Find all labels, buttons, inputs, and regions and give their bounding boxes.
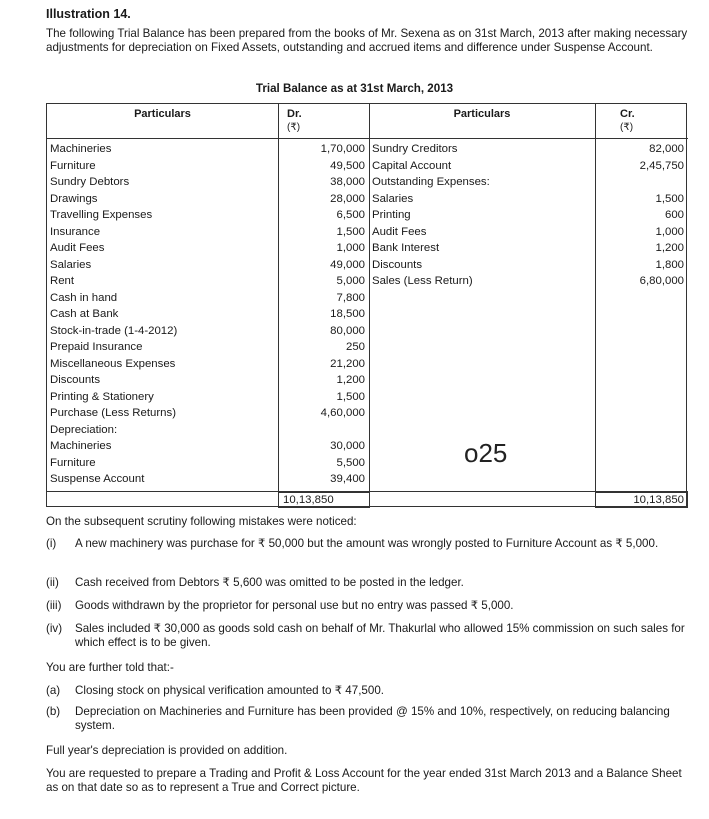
- debit-amount: 1,500: [336, 225, 365, 238]
- debit-amount: 1,500: [336, 390, 365, 403]
- debit-amount: 30,000: [330, 440, 365, 452]
- depreciation-note: Full year's depreciation is provided on addition.: [46, 744, 288, 757]
- credit-amount: 6,80,000: [639, 275, 684, 287]
- header-dr-unit: (₹): [287, 122, 301, 133]
- debit-particular: Cash in hand: [50, 291, 118, 304]
- credit-particular: Discounts: [372, 258, 423, 271]
- watermark-text: o25: [464, 438, 508, 468]
- further-number: (b): [46, 705, 61, 718]
- debit-particular: Printing & Stationery: [50, 390, 154, 403]
- request-paragraph: You are requested to prepare a Trading and Profit & Loss Account for the year ended 31st March 2013 and a Balance Sheet as on that date so as to represent a True and Correct picture.: [46, 767, 682, 794]
- debit-particular: Machineries: [50, 440, 112, 452]
- credit-particular: Printing: [372, 209, 411, 221]
- debit-particular: Machineries: [50, 143, 112, 155]
- illustration-heading: Illustration 14.: [46, 7, 131, 21]
- header-dr: Dr.: [287, 108, 302, 120]
- credit-amount: 600: [664, 209, 684, 221]
- credit-amount: 1,800: [655, 258, 684, 271]
- debit-particular: Prepaid Insurance: [50, 341, 143, 353]
- credit-particular: Salaries: [372, 192, 414, 205]
- debit-particular: Miscellaneous Expenses: [50, 357, 176, 370]
- mistake-number: (iv): [46, 622, 63, 635]
- credit-particular: Capital Account: [372, 159, 452, 172]
- trial-balance-table: [46, 103, 687, 507]
- header-cr: Cr.: [620, 108, 635, 120]
- debit-particular: Cash at Bank: [50, 308, 119, 320]
- debit-amount: 80,000: [330, 324, 365, 337]
- debit-amount: 7,800: [336, 291, 365, 304]
- debit-particular: Furniture: [50, 159, 96, 172]
- mistake-number: (ii): [46, 576, 59, 589]
- debit-particular: Audit Fees: [50, 242, 105, 254]
- debit-particular: Sundry Debtors: [50, 176, 130, 188]
- mistake-text: Goods withdrawn by the proprietor for personal use but no entry was passed ₹ 5,000.: [75, 599, 514, 612]
- further-text: Depreciation on Machineries and Furniture has been provided @ 15% and 10%, respectively, on reducing balancing system.: [75, 705, 670, 732]
- debit-particular: Discounts: [50, 374, 101, 386]
- divider-cr-particulars: [369, 104, 370, 508]
- header-cr-unit: (₹): [620, 122, 634, 133]
- mistake-number: (iii): [46, 599, 62, 612]
- credit-amount: 1,000: [655, 225, 684, 238]
- debit-amount: 49,000: [330, 258, 365, 271]
- credit-particular: Sundry Creditors: [372, 143, 458, 155]
- credit-particular: Sales (Less Return): [372, 275, 473, 287]
- credit-amount: 1,500: [655, 192, 684, 205]
- debit-particular: Travelling Expenses: [50, 209, 153, 221]
- debit-particular: Suspense Account: [50, 473, 145, 485]
- mistake-number: (i): [46, 537, 57, 550]
- debit-particular: Insurance: [50, 225, 101, 238]
- intro-paragraph: The following Trial Balance has been prepared from the books of Mr. Sexena as on 31st March, 2013 after making necessary adjustments for depreciation on Fixed Assets, outstanding and accrued items and difference under Suspense Account.: [46, 27, 688, 54]
- debit-amount: 5,500: [336, 456, 365, 469]
- header-dr-particulars: Particulars: [134, 108, 191, 120]
- debit-amount: 49,500: [330, 159, 365, 172]
- header-divider: [47, 138, 688, 139]
- further-intro: You are further told that:-: [46, 661, 174, 674]
- credit-particular: Bank Interest: [372, 242, 440, 254]
- credit-particular: Audit Fees: [372, 225, 427, 238]
- debit-amount: 28,000: [330, 192, 365, 205]
- credit-particular: Outstanding Expenses:: [372, 176, 490, 188]
- dr-total-box: [278, 492, 370, 508]
- further-number: (a): [46, 684, 61, 697]
- cr-total-box: [595, 492, 688, 508]
- cr-total: 10,13,850: [633, 494, 684, 506]
- debit-particular: Salaries: [50, 258, 92, 271]
- debit-amount: 18,500: [330, 308, 365, 320]
- debit-amount: 1,000: [336, 242, 365, 254]
- debit-particular: Stock-in-trade (1-4-2012): [50, 324, 178, 337]
- dr-total: 10,13,850: [283, 494, 334, 506]
- debit-particular: Furniture: [50, 456, 96, 469]
- debit-particular: Purchase (Less Returns): [50, 407, 176, 419]
- debit-amount: 250: [345, 341, 365, 353]
- debit-particular: Depreciation:: [50, 423, 118, 436]
- trial-balance-title: Trial Balance as at 31st March, 2013: [255, 82, 454, 95]
- scrutiny-intro: On the subsequent scrutiny following mistakes were noticed:: [46, 515, 357, 528]
- header-cr-particulars: Particulars: [453, 108, 511, 120]
- mistake-text: Sales included ₹ 30,000 as goods sold cash on behalf of Mr. Thakurlal who allowed 15% commission on such sales for which effect is to be given.: [75, 622, 685, 649]
- debit-particular: Rent: [50, 275, 75, 287]
- debit-amount: 5,000: [336, 275, 365, 287]
- debit-amount: 1,70,000: [320, 143, 365, 155]
- debit-amount: 6,500: [336, 209, 365, 221]
- mistake-text: Cash received from Debtors ₹ 5,600 was omitted to be posted in the ledger.: [75, 576, 464, 589]
- debit-amount: 4,60,000: [320, 407, 365, 419]
- further-text: Closing stock on physical verification amounted to ₹ 47,500.: [75, 684, 384, 697]
- debit-amount: 38,000: [330, 176, 365, 188]
- credit-amount: 2,45,750: [639, 159, 684, 172]
- mistake-text: A new machinery was purchase for ₹ 50,000 but the amount was wrongly posted to Furniture Account as ₹ 5,000.: [75, 537, 659, 550]
- credit-amount: 1,200: [655, 242, 684, 254]
- debit-amount: 39,400: [330, 473, 365, 485]
- debit-particular: Drawings: [50, 192, 98, 205]
- debit-amount: 21,200: [330, 357, 365, 370]
- credit-amount: 82,000: [649, 143, 684, 155]
- debit-amount: 1,200: [336, 374, 365, 386]
